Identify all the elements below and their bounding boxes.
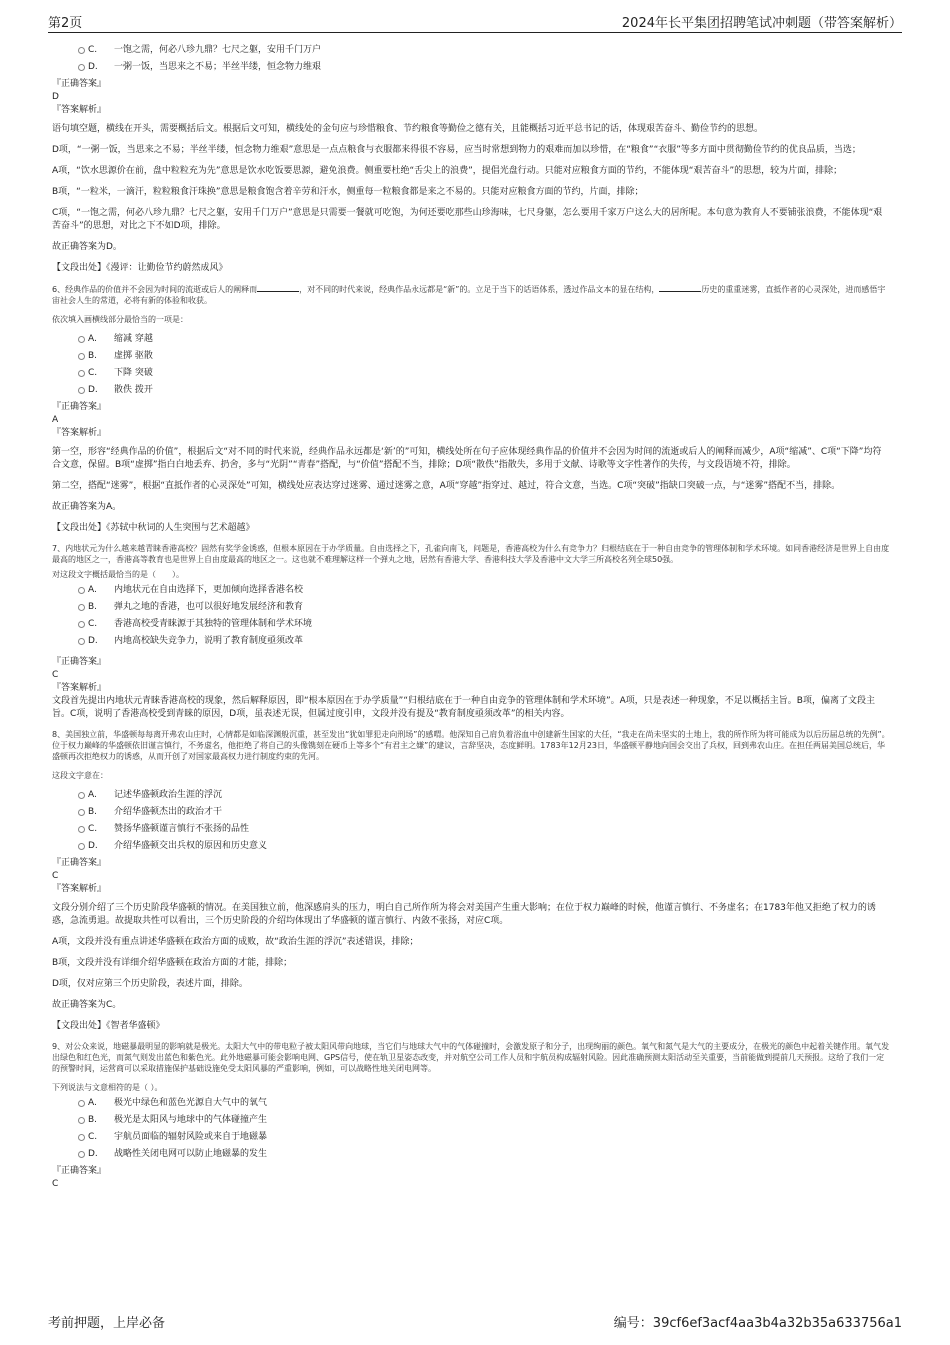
document-id: 编号：39cf6ef3acf4aa3b4a32b35a633756a1 — [613, 1316, 902, 1331]
q6-option-a[interactable]: A. 缩减 穿越 — [52, 333, 890, 350]
q8-option-c[interactable]: C. 赞扬华盛顿谨言慎行不张扬的品性 — [52, 823, 890, 840]
q5-analysis-p4: B项，“一粒米，一滴汗，粒粒粮食汗珠换”意思是粮食饱含着辛劳和汗水，侧重每一粒粮食都是来之不易的。只能对应粮食方面的节约，片面，排除； — [52, 187, 644, 197]
q6-analysis-p3: 故正确答案为A。 — [52, 502, 122, 512]
q8-analysis-p5: 故正确答案为C。 — [52, 1000, 122, 1010]
radio-icon[interactable] — [78, 370, 85, 377]
footer-slogan: 考前押题，上岸必备 — [48, 1316, 166, 1331]
page-content — [52, 44, 890, 1191]
q8-analysis-p2: A项，文段并没有重点讲述华盛顿在政治方面的成败，故“政治生涯的浮沉”表述错误，排除； — [52, 937, 419, 947]
radio-icon[interactable] — [78, 638, 85, 645]
q7-option-d[interactable]: D. 内地高校缺失竞争力，说明了教育制度亟须改革 — [52, 635, 890, 652]
q8-analysis-p1: 文段分别介绍了三个历史阶段华盛顿的情况。在美国独立前，他深感肩头的压力，明白自己所作所为将会对美国产生重大影响；在位于权力巅峰的时候，他谨言慎行、不务虚名；在1783年他又拒绝了权力的诱惑，急流勇退。故提取共性可以看出，三个历史阶段的介绍均体现出了华盛顿的谨言慎行、内敛不张扬，对应C项。 — [52, 903, 876, 926]
radio-icon[interactable] — [78, 1134, 85, 1141]
q8-option-b[interactable]: B. 介绍华盛顿杰出的政治才干 — [52, 806, 890, 823]
radio-icon[interactable] — [78, 47, 85, 54]
radio-icon[interactable] — [78, 387, 85, 394]
q8-analysis-p3: B项，文段并没有详细介绍华盛顿在政治方面的才能，排除； — [52, 958, 293, 968]
radio-icon[interactable] — [78, 809, 85, 816]
q9-option-a[interactable]: A. 极光中绿色和蓝色光源自大气中的氧气 — [52, 1097, 890, 1114]
q5-option-c[interactable]: C. 一饱之需，何必八珍九鼎？七尺之躯，安用千门万户 — [52, 44, 890, 61]
correct-answer-label: 『正确答案』 — [52, 79, 107, 89]
analysis-label: 『答案解析』 — [52, 428, 107, 438]
q5-analysis-p1: 语句填空题，横线在开头，需要概括后文。根据后文可知，横线处的金句应与珍惜粮食、节约粮食等勤俭之德有关，且能概括习近平总书记的话，体现艰苦奋斗、勤俭节约的思想。 — [52, 124, 764, 134]
q8-option-d[interactable]: D. 介绍华盛顿交出兵权的原因和历史意义 — [52, 840, 890, 857]
q8-prompt: 这段文字意在： — [52, 771, 108, 780]
q6-option-d[interactable]: D. 散佚 拨开 — [52, 384, 890, 401]
correct-answer-label: 『正确答案』 — [52, 858, 107, 868]
document-title: 2024年长平集团招聘笔试冲刺题（带答案解析） — [621, 16, 902, 31]
q8-analysis-p4: D项，仅对应第三个历史阶段，表述片面，排除。 — [52, 979, 248, 989]
correct-answer-label: 『正确答案』 — [52, 1166, 107, 1176]
q6-prompt: 依次填入画横线部分最恰当的一项是： — [52, 315, 188, 324]
q7-stem: 7、内地状元为什么越来越青睐香港高校？固然有奖学金诱惑，但根本原因在于办学质量。自由选择之下，孔雀向南飞，问题是，香港高校为什么有竞争力？归根结底在于一种自由竞争的管理体制和学术环境。如同香港经济是世界上自由度最高的地区之一，香港高等教育也是世界上自由度最高的地区之一。这也就不难理解这样一个弹丸之地，居然有香港大学、香港科技大学及香港中文大学三所高校名列全球50强。 — [52, 544, 890, 564]
q7-answer: C — [52, 670, 59, 680]
q6-analysis-p1: 第一空，形容“经典作品的价值”，根据后文“对不同的时代来说，经典作品永远都是‘新’的”可知，横线处所在句子应体现经典作品的价值并不会因为时间的流逝或后人的阐释而减少，A项“缩减”、C项“下降”均符合文意，保留。B项“虚掷”指白白地丢弃、扔舍，多与“光阴”“青春”搭配，与“价值”搭配不当，排除；D项“散佚”指散失，多用于文献、诗歌等文字性著作的失传，与文段语境不符，排除。 — [52, 447, 882, 470]
q5-analysis-p2: D项，“一粥一饭，当思来之不易；半丝半缕，恒念物力维艰”意思是一点点粮食与衣服都来得很不容易，应当时常想到物力的艰难而加以珍惜，在“粮食”“衣服”等多方面中贯彻勤俭节约的优良品质，当选； — [52, 145, 861, 155]
radio-icon[interactable] — [78, 353, 85, 360]
q6-stem: 6、经典作品的价值并不会因为时间的流逝或后人的阐释而 ，对不同的时代来说，经典作品永远都是“新”的。立足于当下的话语体系，透过作品文本的显在结构， 历史的重重迷雾，直抵作者的心灵深处，进而感悟宇宙社会人生的常道，必将有新的体验和收获。 — [52, 285, 886, 305]
q7-option-a[interactable]: A. 内地状元在自由选择下，更加倾向选择香港名校 — [52, 584, 890, 601]
q8-stem: 8、美国独立前，华盛顿每每离开弗农山庄时，心情都是如临深渊般沉重，甚至发出“犹如罪犯走向刑场”的感喟。他深知自己肩负着浴血中创建新生国家的大任，“我走在尚未坚实的土地上，我的所作所为将可能成为以后历届总统的先例”。位于权力巅峰的华盛顿依旧谨言慎行，不务虚名，他拒绝了将自己的头像镌刻在硬币上等多个“有君主之嫌”的建议，言辞坚决，态度鲜明。1783年12月23日，华盛顿平静地向国会交出了兵权，回到弗农山庄。在担任两届美国总统后，华盛顿再次拒绝权力的诱惑，从而开创了对国家最高权力进行制度约束的先河。 — [52, 730, 890, 761]
q6-source: 【文段出处】《苏轼中秋词的人生突围与艺术超越》 — [52, 523, 255, 533]
fill-blank — [257, 283, 299, 292]
page-header — [48, 10, 902, 33]
q7-prompt: 对这段文字概括最恰当的是（ ）。 — [52, 570, 184, 579]
radio-icon[interactable] — [78, 621, 85, 628]
q5-analysis-p5: C项，“一饱之需，何必八珍九鼎？七尺之躯，安用千门万户”意思是只需要一餐就可吃饱，为何还要吃那些山珍海味，七尺身躯，怎么要用千家万户这么大的居所呢。本句意为教育人不要铺张浪费，不能体现“艰苦奋斗”的思想，对比之下不如D项，排除。 — [52, 208, 883, 231]
q7-option-b[interactable]: B. 弹丸之地的香港，也可以很好地发展经济和教育 — [52, 601, 890, 618]
q8-source: 【文段出处】《智者华盛顿》 — [52, 1021, 165, 1031]
analysis-label: 『答案解析』 — [52, 683, 107, 693]
q9-option-d[interactable]: D. 战略性关闭电网可以防止地磁暴的发生 — [52, 1148, 890, 1165]
q9-option-b[interactable]: B. 极光是太阳风与地球中的气体碰撞产生 — [52, 1114, 890, 1131]
radio-icon[interactable] — [78, 336, 85, 343]
q5-option-d[interactable]: D. 一粥一饭，当思来之不易；半丝半缕，恒念物力维艰 — [52, 61, 890, 78]
radio-icon[interactable] — [78, 1100, 85, 1107]
radio-icon[interactable] — [78, 792, 85, 799]
q5-answer: D — [52, 92, 59, 102]
correct-answer-label: 『正确答案』 — [52, 657, 107, 667]
q5-analysis-p6: 故正确答案为D。 — [52, 242, 122, 252]
q8-answer: C — [52, 871, 59, 881]
radio-icon[interactable] — [78, 1151, 85, 1158]
q9-stem: 9、对公众来说，地磁暴最明显的影响就是极光。太阳大气中的带电粒子被太阳风带向地球，当它们与地球大气中的气体碰撞时，会激发原子和分子，出现绚丽的颜色。氧气和氮气是大气的主要成分，在极光的颜色中起着关键作用。氧气发出绿色和红色光，而氮气则发出蓝色和紫色光。此外地磁暴可能会影响电网、GPS信号，使在轨卫星姿态改变，并对航空公司工作人员和宇航员构成辐射风险。因此准确预测太阳活动至关重要，当前能做到提前几天预报。这给了我们一定的预警时间，运营商可以采取措施保护基础设施免受太阳风暴的严重影响，例如，可以战略性地关闭电网等。 — [52, 1042, 890, 1073]
radio-icon[interactable] — [78, 587, 85, 594]
q7-analysis: 文段首先提出内地状元青睐香港高校的现象，然后解释原因，即“根本原因在于办学质量”“归根结底在于一种自由竞争的管理体制和学术环境”。A项，只是表述一种现象，不足以概括主旨。B项，偏离了文段主旨。C项，说明了香港高校受到青睐的原因，D项，虽表述无误，但属过度引申，文段并没有提及“教育制度亟须改革”的相关内容。 — [52, 696, 875, 719]
q7-option-c[interactable]: C. 香港高校受青睐源于其独特的管理体制和学术环境 — [52, 618, 890, 635]
q9-option-c[interactable]: C. 宇航员面临的辐射风险或来自于地磁暴 — [52, 1131, 890, 1148]
analysis-label: 『答案解析』 — [52, 884, 107, 894]
radio-icon[interactable] — [78, 843, 85, 850]
q6-option-b[interactable]: B. 虚掷 驱散 — [52, 350, 890, 367]
q6-analysis-p2: 第二空，搭配“迷雾”，根据“直抵作者的心灵深处”可知，横线处应表达穿过迷雾、通过迷雾之意，A项“穿越”指穿过、越过，符合文意，当选。C项“突破”指缺口突破一点，与“迷雾”搭配不当，排除。 — [52, 481, 841, 491]
q8-option-a[interactable]: A. 记述华盛顿政治生涯的浮沉 — [52, 789, 890, 806]
radio-icon[interactable] — [78, 604, 85, 611]
page-number: 第2页 — [48, 16, 83, 31]
q5-source: 【文段出处】《漫评：让勤俭节约蔚然成风》 — [52, 263, 228, 273]
q9-prompt: 下列说法与文意相符的是（ ）。 — [52, 1083, 163, 1092]
radio-icon[interactable] — [78, 64, 85, 71]
q5-analysis-p3: A项，“饮水思源价在前，盘中粒粒充为先”意思是饮水吃饭要思源，避免浪费。侧重要杜绝“舌尖上的浪费”，提倡光盘行动。只能对应粮食方面的节约，不能体现“艰苦奋斗”的思想，较为片面，排除； — [52, 166, 843, 176]
q6-answer: A — [52, 415, 59, 425]
q6-option-c[interactable]: C. 下降 突破 — [52, 367, 890, 384]
radio-icon[interactable] — [78, 826, 85, 833]
analysis-label: 『答案解析』 — [52, 105, 107, 115]
fill-blank — [659, 283, 701, 292]
q9-answer: C — [52, 1179, 59, 1189]
correct-answer-label: 『正确答案』 — [52, 402, 107, 412]
radio-icon[interactable] — [78, 1117, 85, 1124]
